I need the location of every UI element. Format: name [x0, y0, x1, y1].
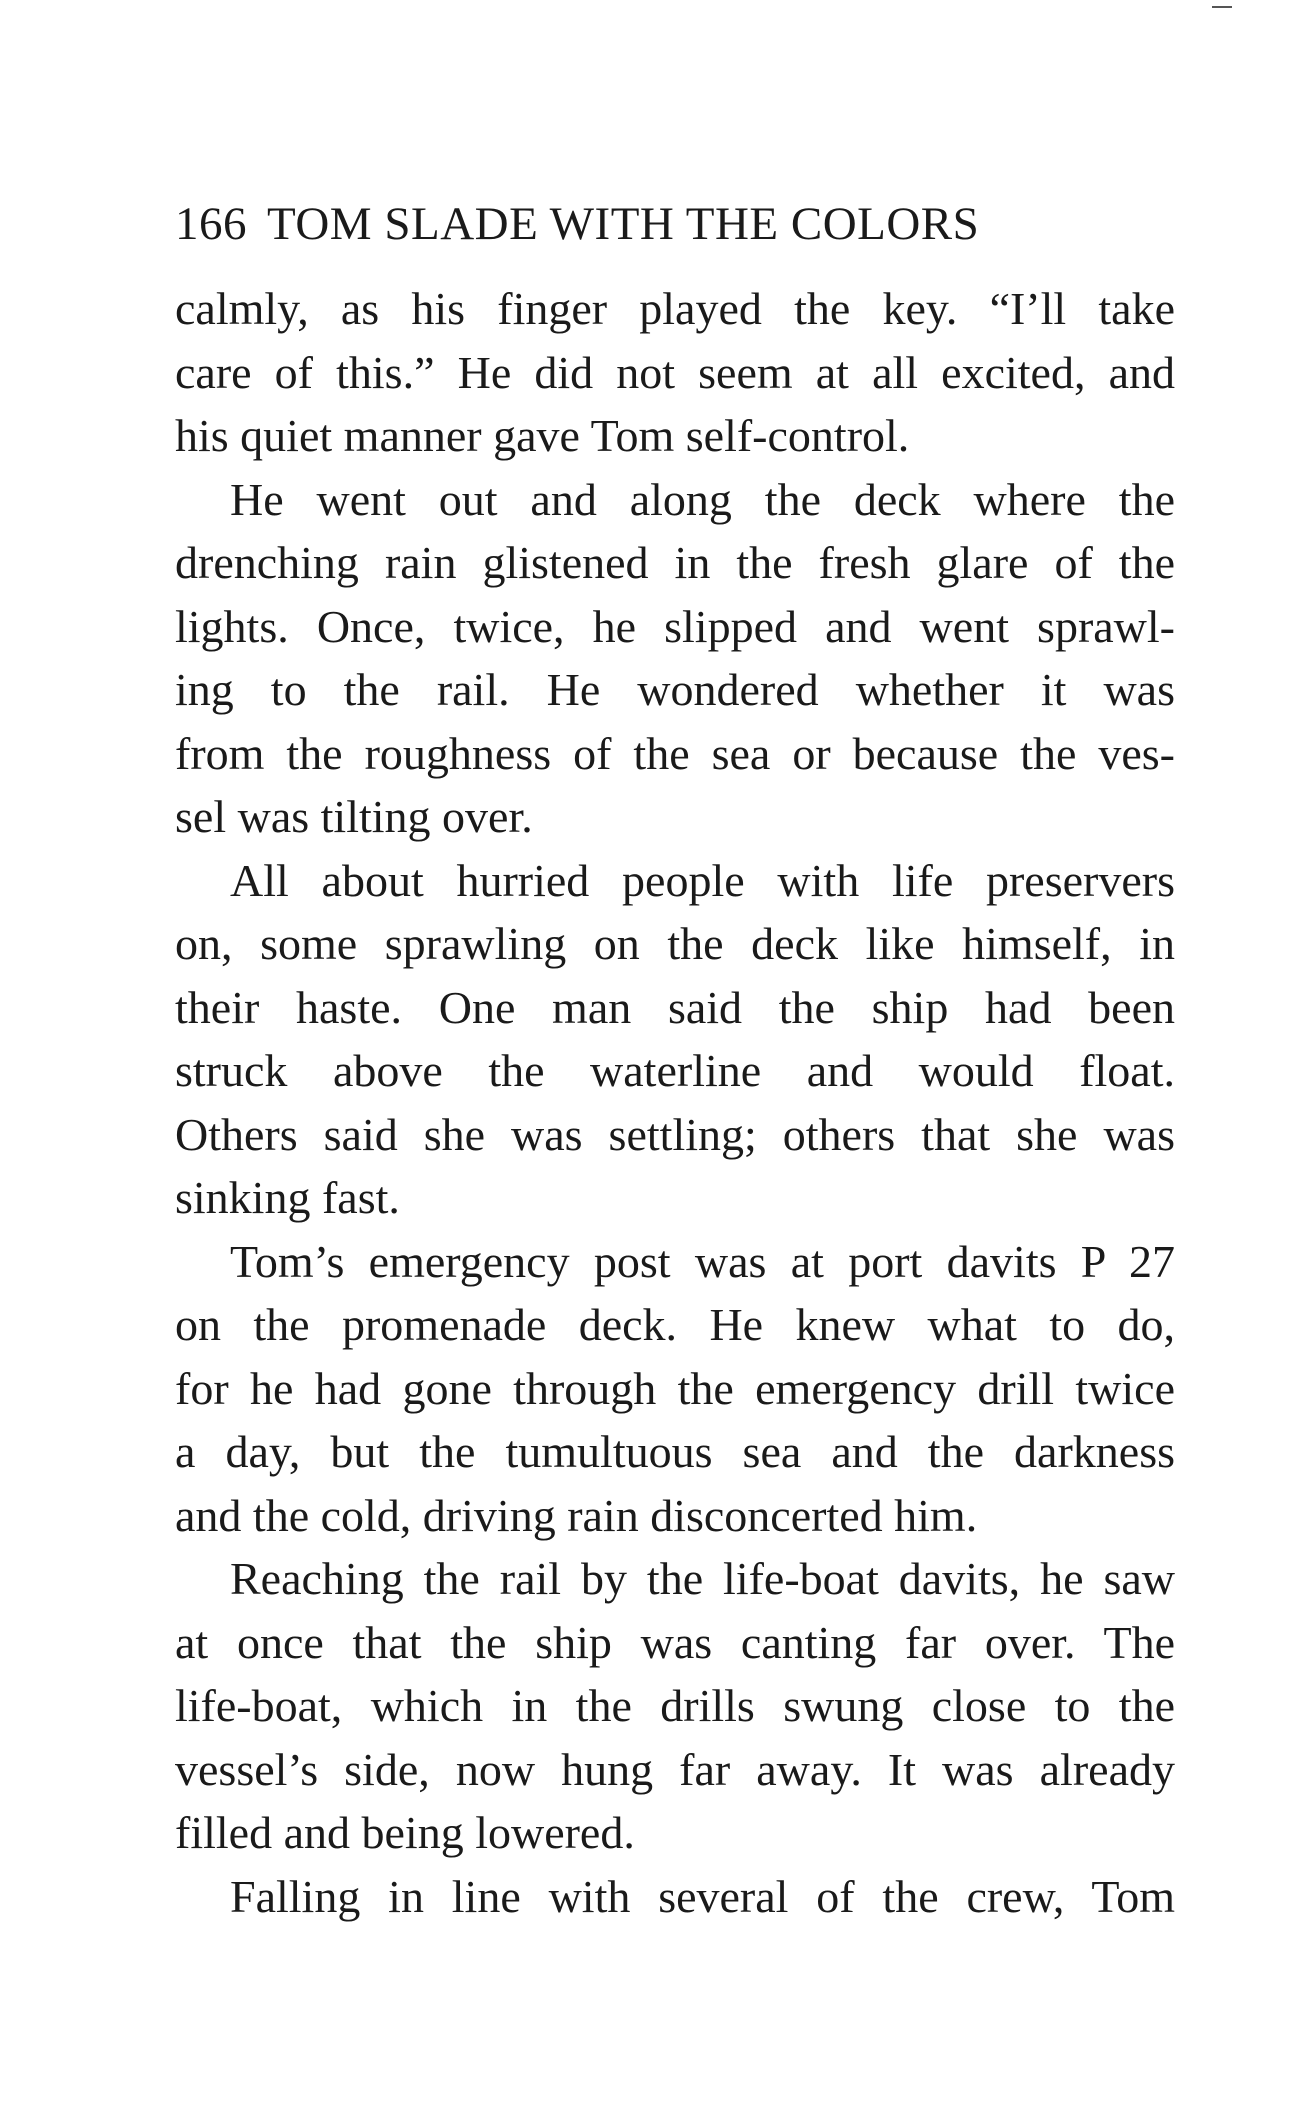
text-line: struck above the waterline and would float.: [175, 1045, 1175, 1096]
text-line: vessel’s side, now hung far away. It was already: [175, 1743, 1175, 1795]
text-line: Reaching the rail by the life-boat davits, he saw: [230, 1553, 1175, 1604]
text-line: sinking fast.: [175, 1172, 400, 1223]
text-line: drenching rain glistened in the fresh glare of the: [175, 537, 1175, 588]
page-number: 166: [175, 198, 247, 250]
text-line: care of this.” He did not seem at all excited, and: [175, 346, 1175, 398]
text-line: filled and being lowered.: [175, 1807, 635, 1858]
text-line: calmly, as his finger played the key. “I’ll take: [175, 283, 1175, 334]
text-line: for he had gone through the emergency drill twice: [175, 1362, 1175, 1414]
text-line: Tom’s emergency post was at port davits P 27: [230, 1235, 1175, 1287]
text-line: He went out and along the deck where the: [230, 473, 1175, 525]
text-line: on the promenade deck. He knew what to do,: [175, 1299, 1175, 1350]
text-line: on, some sprawling on the deck like himself, in: [175, 918, 1175, 969]
text-line: and the cold, driving rain disconcerted him.: [175, 1489, 978, 1541]
text-line: Falling in line with several of the crew, Tom: [230, 1870, 1175, 1922]
text-line: sel was tilting over.: [175, 791, 533, 842]
text-line: life-boat, which in the drills swung close to the: [175, 1680, 1175, 1731]
running-title: TOM SLADE WITH THE COLORS: [267, 198, 980, 250]
text-line: a day, but the tumultuous sea and the darkness: [175, 1426, 1175, 1477]
text-line: All about hurried people with life preservers: [230, 854, 1175, 906]
text-line: Others said she was settling; others that she was: [175, 1108, 1175, 1160]
body-text: [175, 277, 1175, 1928]
text-line: ing to the rail. He wondered whether it was: [175, 664, 1175, 715]
text-line: from the roughness of the sea or because the ves-: [175, 727, 1175, 779]
text-line: at once that the ship was canting far over. The: [175, 1616, 1175, 1668]
text-line: lights. Once, twice, he slipped and went sprawl-: [175, 600, 1175, 652]
text-line: their haste. One man said the ship had been: [175, 981, 1175, 1033]
scan-mark: [1212, 6, 1232, 8]
running-header: [175, 192, 1175, 256]
text-line: his quiet manner gave Tom self-control.: [175, 410, 910, 461]
